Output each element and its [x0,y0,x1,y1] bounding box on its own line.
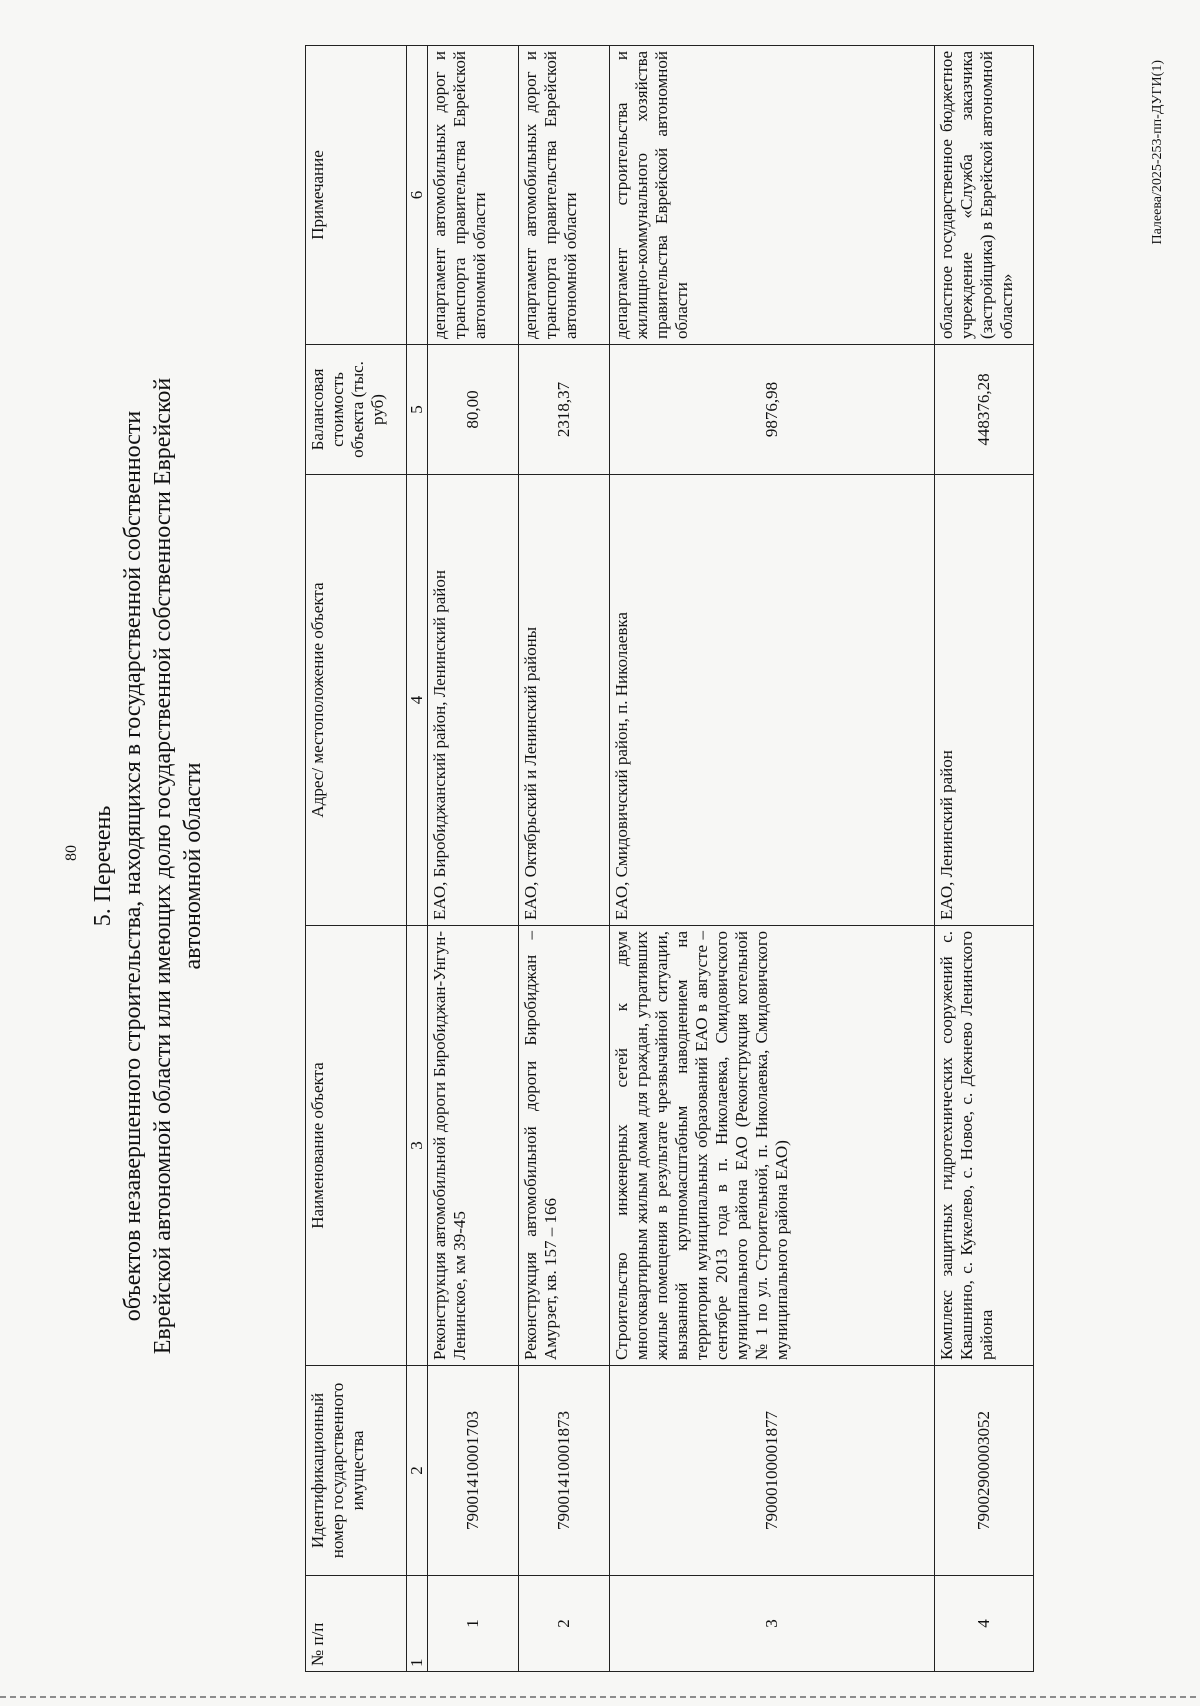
row-note: департамент автомобильных дорог и транспорта правительства Еврейской автономной области [428,46,519,345]
objects-table [305,45,1034,1672]
header-address: Адрес/ местоположение объекта [306,475,407,926]
column-number-row [407,46,428,1672]
row-note: областное государственное бюджетное учреждение «Служба заказчика (застройщика) в Еврейской автономной области» [935,46,1034,345]
table-row [610,46,935,1672]
row-number: 4 [935,1576,1034,1672]
row-note: департамент автомобильных дорог и транспорта правительства Еврейской автономной области [519,46,610,345]
row-address: ЕАО, Смидовичский район, п. Николаевка [610,475,935,926]
table-row [935,46,1034,1672]
row-address: ЕАО, Ленинский район [935,475,1034,926]
row-id: 79002900003052 [935,1366,1034,1576]
table-header-row [306,46,407,1672]
row-value: 2318,37 [519,345,610,475]
row-address: ЕАО, Октябрьский и Ленинский районы [519,475,610,926]
row-id: 79000100001877 [610,1366,935,1576]
row-number: 1 [428,1576,519,1672]
row-number: 3 [610,1576,935,1672]
header-value: Балансовая стоимость объекта (тыс. руб) [306,345,407,475]
row-name: Строительство инженерных сетей к двум многоквартирным жилым домам для граждан, утративших жилые помещения в результате чрезвычайной ситуации, вызванной крупномасштабным наводнением на территории муниципальных образований ЕАО в августе –сентябре 2013 года в п. Николаевка, Смидовичского муниципального района ЕАО (Реконструкция котельной № 1 по ул. Строительной, п. Николаевка, Смидовичского муниципального района ЕАО) [610,926,935,1366]
column-number: 4 [407,475,428,926]
row-number: 2 [519,1576,610,1672]
column-number: 3 [407,926,428,1366]
row-id: 79001410001703 [428,1366,519,1576]
column-number: 1 [407,1576,428,1672]
title-subtitle: объектов незавершенного строительства, находящихся в государственной собственности Еврейской автономной области или имеющих долю государственной собственности Еврейской автономной области [120,377,206,1355]
column-number: 2 [407,1366,428,1576]
row-value: 448376,28 [935,345,1034,475]
header-id: Идентификационный номер государственного имущества [306,1366,407,1576]
header-note: Примечание [306,46,407,345]
row-name: Комплекс защитных гидротехнических сооружений с. Квашнино, с. Кукелево, с. Новое, с. Дежнево Ленинского района [935,926,1034,1366]
row-value: 80,00 [428,345,519,475]
document-title [88,366,208,1366]
table-row [428,46,519,1672]
row-address: ЕАО, Биробиджанский район, Ленинский район [428,475,519,926]
row-name: Реконструкция автомобильной дороги Биробиджан – Амурзет, кв. 157 – 166 [519,926,610,1366]
title-heading: 5. Перечень [90,805,116,927]
table-row [519,46,610,1672]
document-code: Палеева/2025-253-пп-ДУГИ(1) [1150,60,1165,245]
column-number: 6 [407,46,428,345]
column-number: 5 [407,345,428,475]
scan-edge-artifact [0,1696,1200,1698]
header-name: Наименование объекта [306,926,407,1366]
row-value: 9876,98 [610,345,935,475]
header-number: № п/п [306,1576,407,1672]
row-note: департамент строительства и жилищно-коммунального хозяйства правительства Еврейской автономной области [610,46,935,345]
page-number: 80 [63,845,80,861]
row-id: 79001410001873 [519,1366,610,1576]
row-name: Реконструкция автомобильной дороги Биробиджан-Унгун-Ленинское, км 39-45 [428,926,519,1366]
